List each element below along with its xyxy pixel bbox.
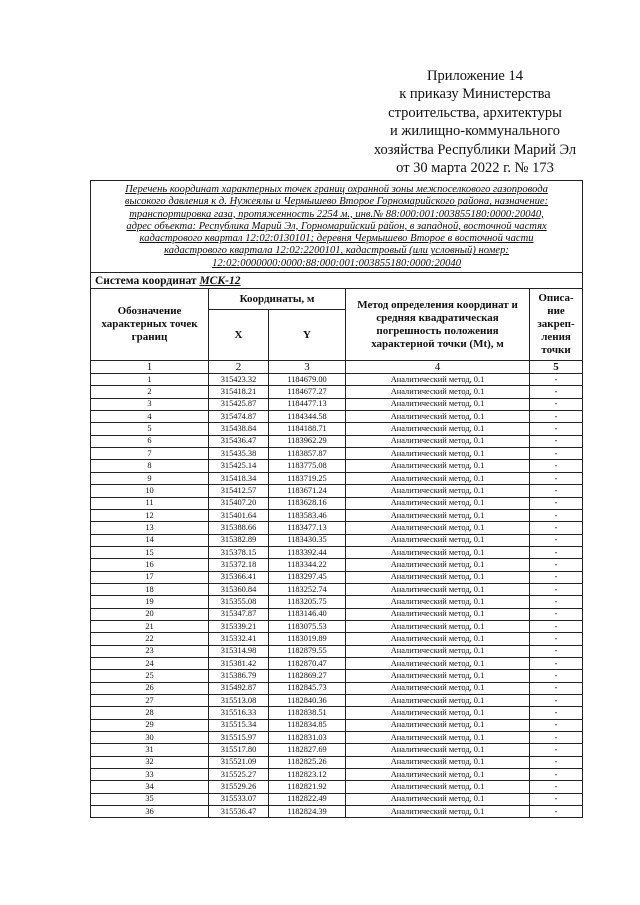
table-caption (91, 181, 583, 273)
x-value: 315515.34 (209, 719, 269, 731)
description-value: - (530, 411, 583, 423)
table-row (91, 546, 583, 558)
header-description: Описа- ние закреп- ления точки (530, 289, 583, 361)
header-point: Обозначение характерных точек границ (91, 289, 209, 361)
point-number: 12 (91, 509, 209, 521)
column-numbers-row (91, 361, 583, 374)
point-number: 8 (91, 460, 209, 472)
method-value: Аналитический метод, 0.1 (346, 534, 530, 546)
y-value: 1183205.75 (269, 596, 346, 608)
y-value: 1183477.13 (269, 522, 346, 534)
y-value: 1182840.36 (269, 695, 346, 707)
caption-line: 12:02:0000000:0000:88:000:001:003855180:0000:20040 (212, 257, 461, 269)
header-method: Метод определения координат и средняя квадратическая погрешность положения характерной точки (Mt), м (346, 289, 530, 361)
point-number: 25 (91, 670, 209, 682)
x-value: 315436.47 (209, 435, 269, 447)
method-value: Аналитический метод, 0.1 (346, 423, 530, 435)
appendix-line: строительства, архитектуры (388, 104, 562, 121)
x-value: 315418.21 (209, 386, 269, 398)
x-value: 315425.14 (209, 460, 269, 472)
point-number: 33 (91, 769, 209, 781)
description-value: - (530, 497, 583, 509)
method-value: Аналитический метод, 0.1 (346, 695, 530, 707)
point-number: 30 (91, 732, 209, 744)
y-value: 1182823.12 (269, 769, 346, 781)
description-value: - (530, 460, 583, 472)
method-value: Аналитический метод, 0.1 (346, 732, 530, 744)
caption-row (91, 181, 583, 273)
y-value: 1182834.85 (269, 719, 346, 731)
x-value: 315517.80 (209, 744, 269, 756)
method-value: Аналитический метод, 0.1 (346, 756, 530, 768)
point-number: 27 (91, 695, 209, 707)
y-value: 1182831.03 (269, 732, 346, 744)
column-number: 3 (269, 361, 346, 374)
column-number: 5 (530, 361, 583, 374)
table-row (91, 732, 583, 744)
y-value: 1183857.87 (269, 448, 346, 460)
description-value: - (530, 559, 583, 571)
table-row (91, 448, 583, 460)
appendix-line: хозяйства Республики Марий Эл (373, 141, 577, 158)
description-value: - (530, 608, 583, 620)
point-number: 21 (91, 620, 209, 632)
table-row (91, 374, 583, 386)
table-row (91, 509, 583, 521)
point-number: 2 (91, 386, 209, 398)
table-row (91, 682, 583, 694)
table-row (91, 423, 583, 435)
table-row (91, 435, 583, 447)
y-value: 1182824.39 (269, 806, 346, 818)
table-row (91, 398, 583, 410)
method-value: Аналитический метод, 0.1 (346, 472, 530, 484)
x-value: 315381.42 (209, 657, 269, 669)
y-value: 1184679.00 (269, 374, 346, 386)
description-value: - (530, 423, 583, 435)
y-value: 1184677.27 (269, 386, 346, 398)
point-number: 26 (91, 682, 209, 694)
description-value: - (530, 645, 583, 657)
method-value: Аналитический метод, 0.1 (346, 559, 530, 571)
x-value: 315388.66 (209, 522, 269, 534)
caption-line: высокого давления к д. Нужеялы и Чермышево Второе Горномарийского района, назначение: (124, 196, 549, 208)
table-row (91, 411, 583, 423)
method-value: Аналитический метод, 0.1 (346, 435, 530, 447)
y-value: 1182821.92 (269, 781, 346, 793)
point-number: 24 (91, 657, 209, 669)
method-value: Аналитический метод, 0.1 (346, 583, 530, 595)
point-number: 4 (91, 411, 209, 423)
method-value: Аналитический метод, 0.1 (346, 411, 530, 423)
point-number: 11 (91, 497, 209, 509)
method-value: Аналитический метод, 0.1 (346, 633, 530, 645)
y-value: 1182870.47 (269, 657, 346, 669)
point-number: 15 (91, 546, 209, 558)
y-value: 1184477.13 (269, 398, 346, 410)
point-number: 22 (91, 633, 209, 645)
table-row (91, 522, 583, 534)
caption-line: Перечень координат характерных точек границ охранной зоны межпоселкового газопровода (125, 184, 548, 195)
table-row (91, 460, 583, 472)
y-value: 1182838.51 (269, 707, 346, 719)
description-value: - (530, 374, 583, 386)
appendix-line: Приложение 14 (427, 68, 523, 84)
description-value: - (530, 682, 583, 694)
caption-line: кадастрового квартал 12:02:0130101; деревня Чермышево Второе в восточной части (139, 233, 534, 245)
table-row (91, 806, 583, 818)
y-value: 1183430.35 (269, 534, 346, 546)
column-number: 2 (209, 361, 269, 374)
table-row (91, 719, 583, 731)
method-value: Аналитический метод, 0.1 (346, 386, 530, 398)
description-value: - (530, 620, 583, 632)
table-row (91, 559, 583, 571)
method-value: Аналитический метод, 0.1 (346, 781, 530, 793)
system-label: Система координат (95, 274, 197, 287)
x-value: 315407.20 (209, 497, 269, 509)
description-value: - (530, 485, 583, 497)
description-value: - (530, 707, 583, 719)
header-row (91, 289, 583, 310)
y-value: 1183775.08 (269, 460, 346, 472)
x-value: 315533.07 (209, 793, 269, 805)
y-value: 1182822.49 (269, 793, 346, 805)
x-value: 315386.79 (209, 670, 269, 682)
x-value: 315529.26 (209, 781, 269, 793)
y-value: 1183252.74 (269, 583, 346, 595)
point-number: 35 (91, 793, 209, 805)
point-number: 19 (91, 596, 209, 608)
table-row (91, 497, 583, 509)
x-value: 315332.41 (209, 633, 269, 645)
point-number: 14 (91, 534, 209, 546)
y-value: 1183297.45 (269, 571, 346, 583)
column-number: 1 (91, 361, 209, 374)
x-value: 315435.38 (209, 448, 269, 460)
y-value: 1183075.53 (269, 620, 346, 632)
y-value: 1183719.25 (269, 472, 346, 484)
method-value: Аналитический метод, 0.1 (346, 448, 530, 460)
point-number: 31 (91, 744, 209, 756)
table-row (91, 608, 583, 620)
table-row (91, 596, 583, 608)
method-value: Аналитический метод, 0.1 (346, 620, 530, 632)
description-value: - (530, 596, 583, 608)
method-value: Аналитический метод, 0.1 (346, 657, 530, 669)
point-number: 7 (91, 448, 209, 460)
x-value: 315492.87 (209, 682, 269, 694)
y-value: 1183583.46 (269, 509, 346, 521)
point-number: 16 (91, 559, 209, 571)
x-value: 315382.89 (209, 534, 269, 546)
caption-line: кадастрового квартала 12:02:2200101, кадастровый (или условный) номер: (164, 245, 509, 257)
x-value: 315515.97 (209, 732, 269, 744)
method-value: Аналитический метод, 0.1 (346, 485, 530, 497)
caption-line: транспортировка газа, протяженность 2254 м., инв.№ 88:000:001:003855180:0000:20040, (129, 208, 544, 220)
column-number: 4 (346, 361, 530, 374)
x-value: 315423.32 (209, 374, 269, 386)
table-row (91, 386, 583, 398)
table-row (91, 670, 583, 682)
point-number: 10 (91, 485, 209, 497)
table-row (91, 793, 583, 805)
method-value: Аналитический метод, 0.1 (346, 608, 530, 620)
method-value: Аналитический метод, 0.1 (346, 522, 530, 534)
x-value: 315425.87 (209, 398, 269, 410)
table-row (91, 695, 583, 707)
method-value: Аналитический метод, 0.1 (346, 497, 530, 509)
point-number: 29 (91, 719, 209, 731)
y-value: 1184188.71 (269, 423, 346, 435)
description-value: - (530, 522, 583, 534)
x-value: 315418.34 (209, 472, 269, 484)
method-value: Аналитический метод, 0.1 (346, 374, 530, 386)
y-value: 1184344.58 (269, 411, 346, 423)
header-y: Y (269, 310, 346, 361)
description-value: - (530, 744, 583, 756)
table-row (91, 472, 583, 484)
x-value: 315372.18 (209, 559, 269, 571)
method-value: Аналитический метод, 0.1 (346, 398, 530, 410)
table-row (91, 744, 583, 756)
table-row (91, 485, 583, 497)
description-value: - (530, 398, 583, 410)
table-row (91, 781, 583, 793)
x-value: 315339.21 (209, 620, 269, 632)
appendix-line: и жилищно-коммунального (389, 123, 561, 140)
x-value: 315412.57 (209, 485, 269, 497)
point-number: 28 (91, 707, 209, 719)
x-value: 315401.64 (209, 509, 269, 521)
table-row (91, 633, 583, 645)
x-value: 315521.09 (209, 756, 269, 768)
point-number: 18 (91, 583, 209, 595)
y-value: 1183392.44 (269, 546, 346, 558)
point-number: 13 (91, 522, 209, 534)
description-value: - (530, 756, 583, 768)
description-value: - (530, 769, 583, 781)
table-row (91, 657, 583, 669)
table-row (91, 756, 583, 768)
description-value: - (530, 657, 583, 669)
x-value: 315314.98 (209, 645, 269, 657)
y-value: 1183344.22 (269, 559, 346, 571)
method-value: Аналитический метод, 0.1 (346, 793, 530, 805)
description-value: - (530, 719, 583, 731)
point-number: 5 (91, 423, 209, 435)
system-value: МСК-12 (199, 274, 241, 287)
point-number: 34 (91, 781, 209, 793)
table-row (91, 707, 583, 719)
description-value: - (530, 534, 583, 546)
x-value: 315513.08 (209, 695, 269, 707)
method-value: Аналитический метод, 0.1 (346, 806, 530, 818)
point-number: 36 (91, 806, 209, 818)
x-value: 315366.41 (209, 571, 269, 583)
appendix-line: от 30 марта 2022 г. № 173 (396, 160, 554, 177)
x-value: 315474.87 (209, 411, 269, 423)
header-coords: Координаты, м (209, 289, 346, 310)
coordinate-system (91, 273, 583, 289)
appendix-header (345, 67, 605, 177)
description-value: - (530, 546, 583, 558)
y-value: 1182869.27 (269, 670, 346, 682)
description-value: - (530, 732, 583, 744)
description-value: - (530, 793, 583, 805)
x-value: 315438.84 (209, 423, 269, 435)
description-value: - (530, 509, 583, 521)
description-value: - (530, 571, 583, 583)
y-value: 1182827.69 (269, 744, 346, 756)
system-row (91, 273, 583, 289)
table-row (91, 620, 583, 632)
x-value: 315516.33 (209, 707, 269, 719)
method-value: Аналитический метод, 0.1 (346, 645, 530, 657)
table-row (91, 583, 583, 595)
method-value: Аналитический метод, 0.1 (346, 571, 530, 583)
method-value: Аналитический метод, 0.1 (346, 546, 530, 558)
method-value: Аналитический метод, 0.1 (346, 744, 530, 756)
description-value: - (530, 633, 583, 645)
description-value: - (530, 448, 583, 460)
table-row (91, 534, 583, 546)
point-number: 6 (91, 435, 209, 447)
point-number: 32 (91, 756, 209, 768)
y-value: 1183671.24 (269, 485, 346, 497)
coordinates-table (90, 180, 583, 818)
x-value: 315360.84 (209, 583, 269, 595)
point-number: 1 (91, 374, 209, 386)
description-value: - (530, 583, 583, 595)
x-value: 315355.08 (209, 596, 269, 608)
x-value: 315525.27 (209, 769, 269, 781)
description-value: - (530, 435, 583, 447)
point-number: 20 (91, 608, 209, 620)
method-value: Аналитический метод, 0.1 (346, 769, 530, 781)
x-value: 315347.87 (209, 608, 269, 620)
description-value: - (530, 386, 583, 398)
table-row (91, 769, 583, 781)
caption-line: адрес объекта: Республика Марий Эл, Горномарийский район, в западной, восточной частях (126, 220, 547, 232)
y-value: 1183146.40 (269, 608, 346, 620)
table-row (91, 645, 583, 657)
method-value: Аналитический метод, 0.1 (346, 460, 530, 472)
description-value: - (530, 670, 583, 682)
method-value: Аналитический метод, 0.1 (346, 682, 530, 694)
y-value: 1182825.26 (269, 756, 346, 768)
point-number: 23 (91, 645, 209, 657)
method-value: Аналитический метод, 0.1 (346, 719, 530, 731)
y-value: 1183019.89 (269, 633, 346, 645)
method-value: Аналитический метод, 0.1 (346, 596, 530, 608)
x-value: 315378.15 (209, 546, 269, 558)
y-value: 1183962.29 (269, 435, 346, 447)
x-value: 315536.47 (209, 806, 269, 818)
y-value: 1182845.73 (269, 682, 346, 694)
description-value: - (530, 472, 583, 484)
appendix-line: к приказу Министерства (399, 86, 551, 103)
header-x: X (209, 310, 269, 361)
table-row (91, 571, 583, 583)
point-number: 17 (91, 571, 209, 583)
description-value: - (530, 781, 583, 793)
y-value: 1183628.16 (269, 497, 346, 509)
description-value: - (530, 806, 583, 818)
method-value: Аналитический метод, 0.1 (346, 670, 530, 682)
y-value: 1182879.55 (269, 645, 346, 657)
point-number: 3 (91, 398, 209, 410)
point-number: 9 (91, 472, 209, 484)
method-value: Аналитический метод, 0.1 (346, 509, 530, 521)
description-value: - (530, 695, 583, 707)
method-value: Аналитический метод, 0.1 (346, 707, 530, 719)
